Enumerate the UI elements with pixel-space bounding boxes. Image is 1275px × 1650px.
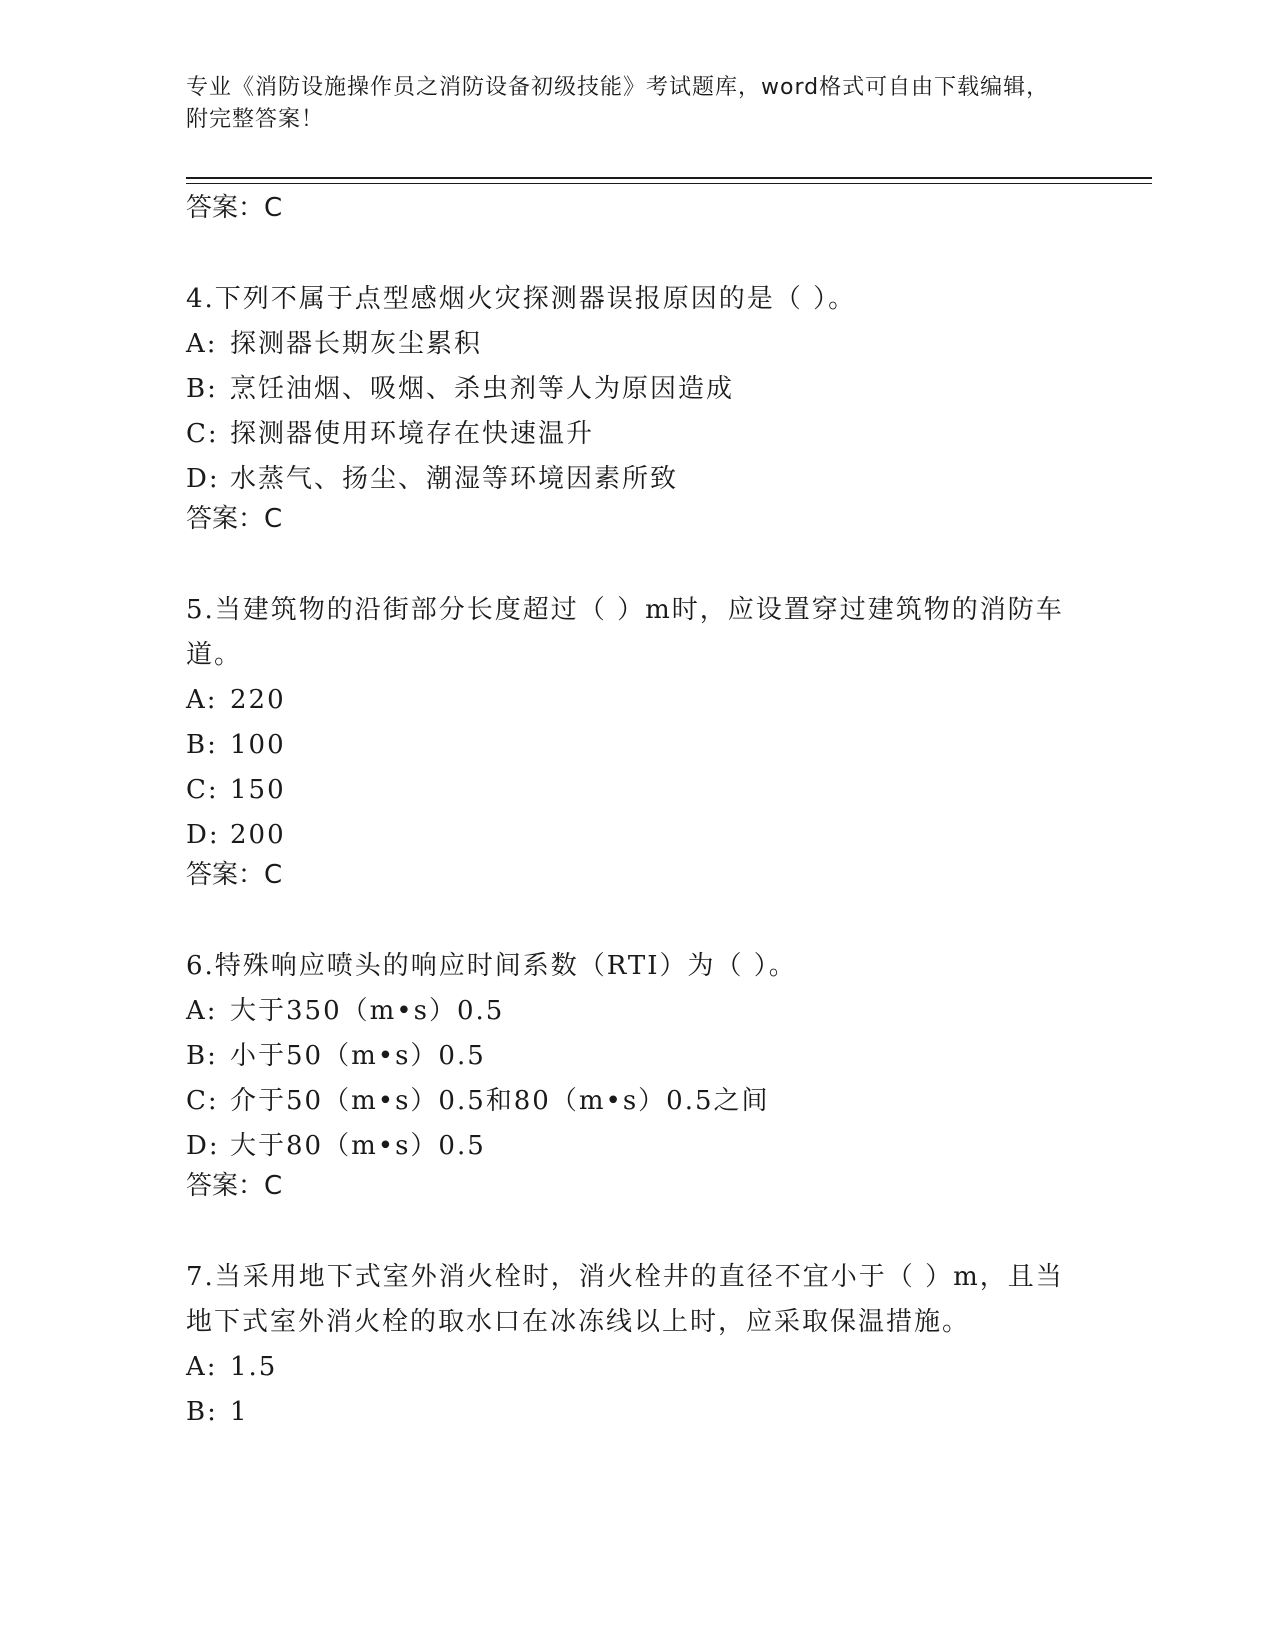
header-rule-thick — [186, 177, 1152, 179]
option-a — [186, 678, 1086, 723]
document-body — [186, 192, 1086, 1488]
option-text: 小于50（m•s）0.5 — [230, 1041, 486, 1071]
option-text: 水蒸气、扬尘、潮湿等环境因素所致 — [230, 464, 679, 494]
option-text: 1.5 — [230, 1352, 278, 1382]
option-b — [186, 1034, 1086, 1079]
option-c — [186, 412, 1086, 457]
header-rule-thin — [186, 183, 1152, 184]
option-letter: B: — [186, 374, 218, 404]
option-b — [186, 367, 1086, 412]
option-a — [186, 989, 1086, 1034]
question-5 — [186, 588, 1086, 891]
option-b — [186, 723, 1086, 768]
question-text: 4.下列不属于点型感烟火灾探测器误报原因的是（ ）。 — [186, 284, 857, 314]
option-letter: A: — [186, 1352, 218, 1382]
option-text: 150 — [230, 775, 286, 805]
answer-line: 答案：C — [186, 860, 283, 890]
option-c — [186, 1079, 1086, 1124]
document-header: 专业《消防设施操作员之消防设备初级技能》考试题库，word格式可自由下载编辑，附完整答案！ — [186, 75, 1050, 132]
answer-line: 答案：C — [186, 504, 283, 534]
option-text: 烹饪油烟、吸烟、杀虫剂等人为原因造成 — [230, 374, 735, 404]
option-d — [186, 813, 1086, 858]
option-c — [186, 768, 1086, 813]
question-text: 6.特殊响应喷头的响应时间系数（RTI）为（ ）。 — [186, 951, 797, 981]
option-text: 100 — [230, 730, 286, 760]
question-text: 5.当建筑物的沿街部分长度超过（ ）m时，应设置穿过建筑物的消防车道。 — [186, 595, 1064, 670]
option-text: 介于50（m•s）0.5和80（m•s）0.5之间 — [230, 1086, 770, 1116]
answer-line: 答案：C — [186, 1171, 283, 1201]
option-d — [186, 457, 1086, 502]
option-text: 大于350（m•s）0.5 — [230, 996, 505, 1026]
question-4 — [186, 277, 1086, 535]
option-b — [186, 1390, 1086, 1435]
option-letter: D: — [186, 1131, 220, 1161]
option-text: 220 — [230, 685, 286, 715]
option-a — [186, 1345, 1086, 1390]
option-letter: B: — [186, 730, 218, 760]
option-letter: A: — [186, 329, 218, 359]
option-letter: D: — [186, 820, 220, 850]
question-7 — [186, 1255, 1086, 1435]
question-text: 7.当采用地下式室外消火栓时，消火栓井的直径不宜小于（ ）m，且当地下式室外消火栓的取水口在冰冻线以上时，应采取保温措施。 — [186, 1262, 1064, 1337]
option-letter: C: — [186, 419, 219, 449]
option-letter: A: — [186, 996, 218, 1026]
option-text: 大于80（m•s）0.5 — [230, 1131, 486, 1161]
option-letter: A: — [186, 685, 218, 715]
option-d — [186, 1124, 1086, 1169]
option-a — [186, 322, 1086, 367]
option-text: 1 — [230, 1397, 249, 1427]
option-letter: C: — [186, 775, 219, 805]
option-letter: C: — [186, 1086, 219, 1116]
option-text: 探测器长期灰尘累积 — [230, 329, 483, 359]
option-letter: B: — [186, 1041, 218, 1071]
option-text: 200 — [230, 820, 286, 850]
option-text: 探测器使用环境存在快速温升 — [230, 419, 595, 449]
question-6 — [186, 944, 1086, 1202]
option-letter: D: — [186, 464, 220, 494]
answer-line: 答案：C — [186, 193, 283, 223]
option-letter: B: — [186, 1397, 218, 1427]
